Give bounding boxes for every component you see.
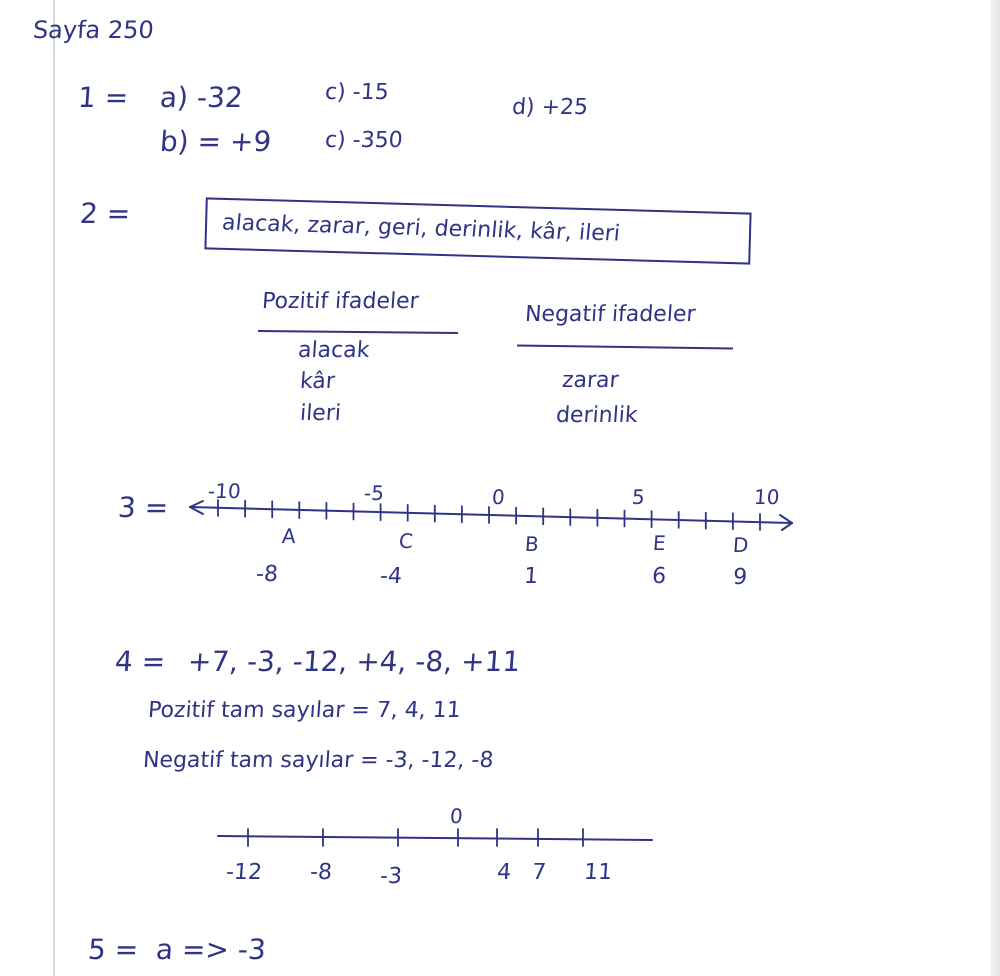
point-letter: C [398, 529, 414, 553]
axis-tick-label: 0 [491, 485, 506, 509]
axis-value-label: 11 [583, 860, 613, 885]
positive-item: kâr [299, 369, 336, 394]
axis-value-label: -12 [225, 860, 263, 885]
q4-positive-line: Pozitif tam sayılar = 7, 4, 11 [147, 698, 462, 723]
point-value: -4 [379, 564, 403, 589]
q5-answer: a => -3 [154, 933, 268, 966]
point-value: 9 [732, 565, 748, 590]
q1-answer-b: b) = +9 [158, 125, 273, 158]
axis-tick-label: -5 [363, 481, 385, 505]
q4-numbers: +7, -3, -12, +4, -8, +11 [186, 645, 522, 678]
axis-value-label: 4 [496, 860, 512, 885]
axis-tick-label: -10 [207, 479, 242, 503]
negative-item: derinlik [555, 403, 639, 428]
q2-label: 2 = [78, 197, 132, 230]
point-letter: B [524, 532, 540, 556]
left-arrow-head [190, 501, 203, 507]
axis-line [218, 836, 652, 840]
point-value: -8 [255, 562, 279, 587]
number-line-q3 [190, 500, 792, 530]
q1-answer-c2: c) -350 [324, 128, 404, 153]
axis-value-label: 7 [531, 860, 547, 885]
q3-label: 3 = [116, 491, 170, 524]
axis-line [190, 507, 792, 523]
negative-item: zarar [561, 368, 620, 393]
number-line-q4 [218, 829, 652, 846]
q1-answer-a: a) -32 [158, 81, 244, 114]
axis-zero-label: 0 [449, 804, 464, 828]
positive-item: ileri [299, 401, 342, 426]
point-letter: A [281, 524, 297, 548]
q5-label: 5 = [86, 933, 140, 966]
negative-header: Negatif ifadeler [524, 302, 697, 327]
axis-tick-label: 5 [631, 485, 646, 509]
axis-value-label: -8 [309, 860, 333, 885]
q1-answer-d: d) +25 [511, 95, 589, 120]
q1-answer-c1: c) -15 [324, 80, 390, 105]
page-header: Sayfa 250 [32, 16, 155, 44]
q4-label: 4 = [113, 645, 167, 678]
positive-header: Pozitif ifadeler [261, 289, 420, 314]
point-letter: D [732, 533, 750, 557]
point-value: 6 [651, 564, 667, 589]
right-arrow-head [782, 523, 792, 530]
point-value: 1 [523, 564, 539, 589]
axis-value-label: -3 [379, 864, 403, 889]
point-letter: E [652, 531, 667, 555]
word-box-text: alacak, zarar, geri, derinlik, kâr, ileri [220, 210, 622, 247]
q1-label: 1 = [76, 81, 130, 114]
q4-negative-line: Negatif tam sayılar = -3, -12, -8 [142, 748, 495, 773]
axis-tick-label: 10 [753, 485, 781, 509]
positive-item: alacak [297, 338, 371, 363]
